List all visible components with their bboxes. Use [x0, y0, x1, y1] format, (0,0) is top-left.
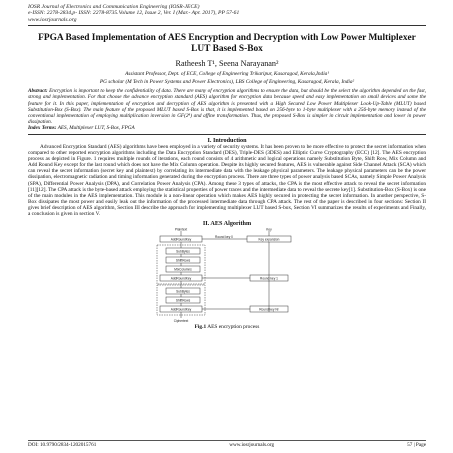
- fig-round-key-label: Round key 0: [215, 235, 233, 240]
- fig-ciphertext-label: Ciphertext: [173, 319, 189, 324]
- abstract-label: Abstract:: [28, 88, 48, 95]
- abstract: [28, 88, 426, 125]
- footer-page-number: 57 | Page: [407, 442, 426, 448]
- paper-page: [28, 4, 426, 331]
- issn-line: e-ISSN: 2278-2834,p- ISSN: 2278-8735.Volume 12, Issue 2, Ver. I (Mar.- Apr. 2017), PP 57-61: [28, 10, 240, 17]
- journal-url[interactable]: www.iosrjournals.org: [28, 16, 77, 23]
- figure-caption-label: Fig.1: [194, 324, 207, 331]
- fig-box-label: ShiftRows: [175, 258, 191, 263]
- fig-box-label: Round key Nr: [259, 307, 279, 312]
- fig-box-label: Round key 1: [260, 276, 278, 281]
- fig-box-label: ShiftRows: [175, 298, 191, 303]
- index-terms-text: AES, Multiplexer LUT, S-Box, FPGA: [57, 124, 135, 131]
- fig-box-label: AddRoundKey: [170, 276, 192, 281]
- aes-flow-diagram: [152, 228, 302, 323]
- affiliation-2: PG scholar (M Tech in Power Systems and Power Electronics), LBS College of Engineering, Kasaragod, Kerala, India²: [99, 79, 355, 86]
- abstract-rule: [28, 134, 426, 135]
- figure-caption: [28, 324, 426, 330]
- footer-doi: DOI: 10.9790/2834-1202015761: [28, 442, 97, 448]
- fig-box-label: SubBytes: [176, 249, 190, 254]
- section-1-text: Advanced Encryption Standard (AES) algorithms have been employed in a variety of security systems. It has been proven to be more effective to protect the secret information when compared to other reported encryption algorithms including the Data Encryption Standard (DES), Triple-DES (3DES) and Elliptic Curve Cryptography (ECC) [12]. The AES encryption process as depicted in Figure. 1 requires multiple rounds of iterations, each round consists of 4 arithmetic and logical operations namely Substitution Byte, Shift Row, Mix Column and Add Round Key except for the last round which does not have the Mix Column operation. Despite its highly secured features, AES is vulnerable against Side Channel Attack (SCA) which can reveal the secret information (secret key and plaintext) by correlating its intermediate data with the leakage physical parameters. The leakage physical parameters can be the power dissipation, electromagnetic radiation and timing information generated during the encryption process. There are three types of power analysis based SCAs, namely Simple Power Analysis (SPA), Differential Power Analysis (DPA), and Correlation Power Analysis (CPA). Among these 3 types of attacks, the CPA is the most effective attack to reveal the secret information [11][12]. The CPA attack is the byte-based attack employing the statistical properties of power traces and the intermediate data to reveal the secrete key[1]. Substitution-Box (S-Box) is one of the main modules in the AES implementation. This module is a non-linear operation which makes AES highly secured in protecting the secret information. In another perspective, S-Box dissipates the most power and easily leak out the information of the processed intermediate data through CPA attack. The rest of the paper is described in four sections: Section II gives brief description of AES algorithm, Section III describe the approach for implementing multiplexer LUT based S-box, Section VI summarizes the results of experiments and Finally, a conclusion is given in section V.: [28, 143, 426, 217]
- fig-box-label: Key expansion: [258, 237, 280, 242]
- paper-authors: Ratheesh T¹, Seena Narayanan²: [175, 58, 279, 68]
- fig-box-label: AddRoundKey: [170, 237, 192, 242]
- paper-title: FPGA Based Implementation of AES Encryption and Decryption with Low Power Multiplexer LUT Based S-Box: [38, 32, 416, 54]
- affiliation-1: Assistant Professor, Dept. of ECE, College of Engineering Trikaripur, Kasaragod, Kerala,India¹: [125, 70, 329, 77]
- journal-name: IOSR Journal of Electronics and Communication Engineering (IOSR-JECE): [28, 4, 200, 10]
- section-2-heading: II. AES Algorithm: [202, 220, 252, 228]
- fig-box-label: AddRoundKey: [170, 307, 192, 312]
- section-1-heading: I. Introduction: [207, 136, 247, 144]
- aes-encryption-figure: [152, 228, 302, 323]
- abstract-text: Encryption is important to keep the confidentiality of data. There are many of encryption algorithms to ensure the data, but should be the select the algorithm depended on the fast, strong and implementation. For that choose the advance encryption standard (AES) algorithm for encryption data because speed and easy implementation on small devices and some the feature for it. In this paper, implementation of encryption and decryption of AES algorithm is presented with a High Secured Low Power Multiplexer Look-Up-Table (MLUT) based Substitution-Box (S-Box). The main feature of the proposed MLUT based S-Box is that, it is implemented based on 256-byte to 1-byte multiplexer with a 256-byte memory instead of the conventional implementation of employing multiplication inversion in GF(2⁸) and affine transformation. Thus, the proposed S-Box is simpler in circuit implementation and lower in power dissipation.: [28, 88, 427, 125]
- index-terms: [28, 125, 426, 131]
- footer-url[interactable]: www.iosrjournals.org: [229, 442, 275, 448]
- page-footer: [28, 440, 426, 448]
- fig-box-label: SubBytes: [176, 289, 190, 294]
- fig-box-label: MixColumns: [174, 267, 192, 272]
- index-terms-label: Index Terms:: [28, 124, 57, 131]
- fig-key-label: Key: [266, 228, 272, 232]
- fig-plaintext-label: Plaintext: [174, 228, 188, 232]
- figure-caption-text: AES encryption process: [207, 324, 260, 331]
- header-rule: [28, 25, 426, 26]
